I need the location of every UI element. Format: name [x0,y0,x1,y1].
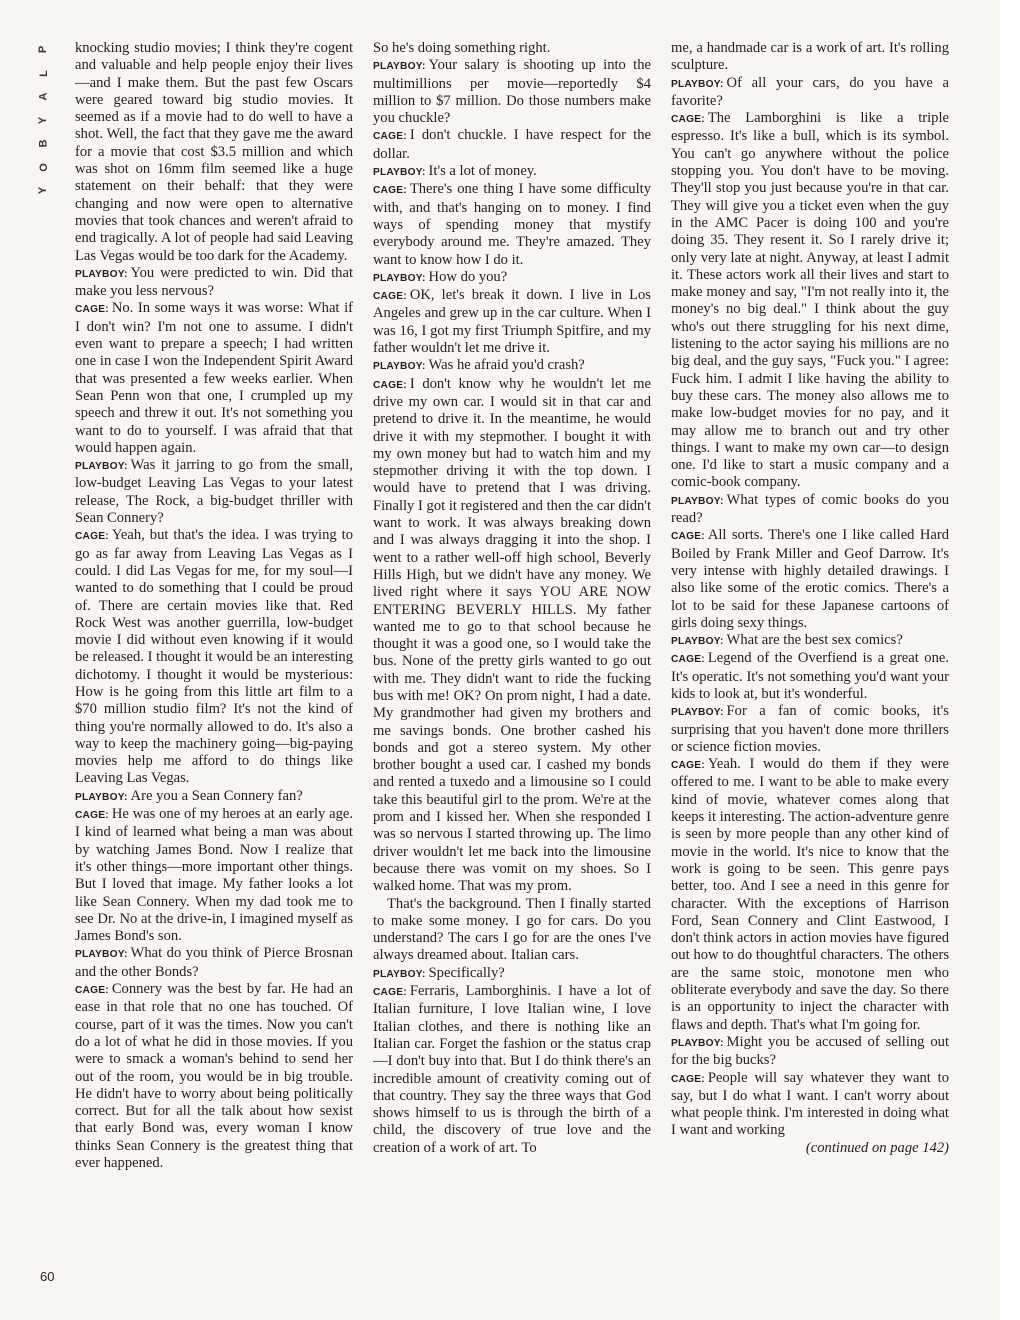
paragraph-text: Your salary is shooting up into the multimillions per movie—reportedly $4 million to $7 million. Do those numbers make you chuckle? [373,57,651,127]
speaker-label: CAGE: [373,379,407,391]
article-column-1 [75,40,353,1290]
speaker-label: PLAYBOY: [75,461,128,473]
paragraph-text: I don't know why he wouldn't let me drive my own car. I would sit in that car and pretend to drive it. In the meantime, he would drive it with my stepmother. I bought it with my own money but had to watch him and my stepmother driving it with the top down. I would have to pretend that I was driving. Finally I got it registered and then the car didn't want to work. It was always breaking down and I was always dragging it into the shop. I went to a rather well-off high school, Beverly Hills High, but we didn't have any money. We lived right where it says YOU ARE NOW ENTERING BEVERLY HILLS. My father wanted me to go to that school because he thought it was a good one, so I would take the bus. None of the pretty girls wanted to go out with me. They didn't want to ride the fucking bus with me! OK? On prom night, I had a date. My grandmother had given my brothers and me savings bonds. One brother cashed his bonds and got a stereo system. My other brother bought a used car. I cashed my bonds and rented a tuxedo and a limousine so I could take this beautiful girl to the prom. We're at the prom and I kissed her. When she responded I was so nervous I started throwing up. The limo driver wouldn't let me back into the limousine because there was vomit on my shoes. So I walked home. That was my prom. [373,375,651,895]
speaker-label: CAGE: [75,531,109,543]
article-column-2 [373,40,651,1290]
speaker-label: PLAYBOY: [671,636,724,648]
speaker-label: CAGE: [671,760,705,772]
paragraph-text: It's a lot of money. [428,163,537,180]
speaker-label: CAGE: [75,985,109,997]
paragraph-text: So he's doing something right. [373,40,551,56]
magazine-name-vertical [36,44,52,209]
speaker-label: PLAYBOY: [75,268,128,280]
paragraph-text: Are you a Sean Connery fan? [130,787,303,804]
speaker-label: PLAYBOY: [671,1037,724,1049]
dialogue-paragraph [671,75,949,111]
dialogue-paragraph [373,357,651,375]
paragraph [373,896,651,965]
sidebar-letter: O [37,162,50,172]
sidebar-letter: B [37,139,50,148]
paragraph-text: knocking studio movies; I think they're cogent and valuable and help people enjoy their lives—and I make them. But the past few Oscars were geared toward big studio movies. It seemed as if a movie had to do well to have a shot. Well, the fact that they gave me the award for a movie that cost $3.5 million and which was shot on 16mm film seemed like a huge statement on their behalf: that they were changing and now were open to alternative movies that took chances and weren't afraid to end tragically. A lot of people had said Leaving Las Vegas would be too dark for the Academy. [75,40,353,264]
speaker-label: CAGE: [75,304,109,316]
dialogue-paragraph [75,981,353,1172]
sidebar-letter: A [37,92,50,101]
speaker-label: PLAYBOY: [75,791,128,803]
speaker-label: CAGE: [373,291,407,303]
speaker-label: CAGE: [671,654,705,666]
dialogue-paragraph [373,376,651,896]
dialogue-paragraph [75,457,353,527]
paragraph-text: All sorts. There's one I like called Hard Boiled by Frank Miller and Geof Darrow. It's very intense with highly detailed drawings. I also like some of the erotic comics. There's a lot to be said for these Japanese cartoons of girls doing sexy things. [671,527,949,631]
dialogue-paragraph [671,527,949,632]
speaker-label: CAGE: [75,810,109,822]
paragraph-text: Was he afraid you'd crash? [428,357,585,374]
speaker-label: CAGE: [373,987,407,999]
paragraph-text: I don't chuckle. I have respect for the dollar. [373,127,651,162]
paragraph [373,40,651,57]
speaker-label: PLAYBOY: [671,495,724,507]
sidebar-letter: Y [37,116,50,124]
speaker-label: CAGE: [373,131,407,143]
speaker-label: CAGE: [373,185,407,197]
dialogue-paragraph [373,287,651,357]
speaker-label: PLAYBOY: [373,61,426,73]
paragraph-text: Might you be accused of selling out for the big bucks? [671,1033,949,1069]
paragraph-text: No. In some ways it was worse: What if I don't win? I'm not one to assume. I didn't even want to prepare a speech; I had written one in case I won the Independent Spirit Award that was presented a few weeks earlier. When Sean Penn won that one, I crumpled up my speech and threw it out. It's not something you want to do to yourself. I was afraid that that would happen again. [75,300,353,456]
paragraph-text: That's the background. Then I finally started to make some money. I go for cars. Do you understand? The cars I go for are the ones I've always dreamed about. Italian cars. [373,895,651,964]
paragraph-text: You were predicted to win. Did that make you less nervous? [75,264,353,300]
paragraph-text: For a fan of comic books, it's surprising that you haven't done more thrillers or science fiction movies. [671,703,949,755]
dialogue-paragraph [373,269,651,287]
dialogue-paragraph [671,492,949,528]
speaker-label: PLAYBOY: [373,167,426,179]
speaker-label: PLAYBOY: [75,949,128,961]
continued-note [671,1140,949,1157]
paragraph-text: How do you? [428,268,508,285]
speaker-label: CAGE: [671,1073,705,1085]
dialogue-paragraph [671,756,949,1034]
dialogue-paragraph [373,965,651,983]
paragraph-text: Of all your cars, do you have a favorite? [671,74,949,109]
dialogue-paragraph [373,163,651,181]
paragraph [75,40,353,265]
dialogue-paragraph [671,1070,949,1140]
speaker-label: PLAYBOY: [373,968,426,980]
dialogue-paragraph [671,110,949,492]
dialogue-paragraph [671,1034,949,1070]
dialogue-paragraph [671,632,949,650]
dialogue-paragraph [75,945,353,981]
dialogue-paragraph [373,127,651,163]
article-column-3 [671,40,949,1290]
paragraph-text: Ferraris, Lamborghinis. I have a lot of Italian furniture, I love Italian wine, I love Italian clothes, and there is nothing like an Italian car. Forget the fashion or the status crap—I don't buy into that. But I do think there's an incredible amount of creativity coming out of that country. They say the three ways that God shows himself to us is through the birth of a child, the discovery of true love and the creation of a work of art. To [373,983,651,1156]
sidebar-letter: Y [37,186,50,195]
sidebar-letter: L [37,69,50,77]
paragraph-text: People will say whatever they want to say, but I do what I want. I can't worry about what people think. I'm interested in doing what I want and working [671,1069,949,1139]
dialogue-paragraph [671,650,949,703]
paragraph-text: Connery was the best by far. He had an ease in that role that no one has touched. Of course, part of it was the times. Now you can't do a lot of what he did in those movies. If you were to smack a woman's behind to send her out of the room, you would be in big trouble. He didn't have to worry about being politically correct. But for all the talk about how sexist that early Bond was, every woman I know thinks Sean Connery is the greatest thing that ever happened. [75,981,353,1171]
paragraph-text: He was one of my heroes at an early age. I kind of learned what being a man was about by watching James Bond. Now I realize that it's other things—more important other things. But I loved that image. My father looks a lot like Sean Connery. When my dad took me to see Dr. No at the drive-in, I imagined myself as James Bond's son. [75,806,353,945]
dialogue-paragraph [671,703,949,756]
speaker-label: CAGE: [671,531,705,543]
page-margin [1000,0,1020,1320]
paragraph-text: (continued on page 142) [805,1139,949,1156]
dialogue-paragraph [373,181,651,268]
dialogue-paragraph [75,806,353,945]
speaker-label: CAGE: [671,114,705,126]
paragraph-text: Was it jarring to go from the small, low-budget Leaving Las Vegas to your latest release, The Rock, a big-budget thriller with Sean Connery? [75,457,353,527]
paragraph-text: The Lamborghini is like a triple espresso. It's like a bull, which is its symbol. You can't go anywhere without the police stopping you. You don't have to be moving. They'll stop you just because you're in that car. They will give you a ticket even when the guy in the AMC Pacer is doing 100 and you're doing 35. They resent it. So I rarely drive it; only very late at night. Anyway, at least I admit it. These actors work all their lives and start to make money and say, "I'm not really into it, the money's no big deal." I think about the guy who's out there struggling for his next dime, listening to the actor saying his millions are no big deal, and the guy says, "Fuck you." I agree: Fuck him. I admit I like having the ability to buy these cars. The money also allows me to make low-budget movies for no pay, and it may allow me to branch out and try other things. I want to make my own car—to design one. I'd like to start a music company and a comic-book company. [671,110,949,491]
paragraph-text: What are the best sex comics? [726,632,903,649]
speaker-label: PLAYBOY: [671,78,724,90]
paragraph-text: me, a handmade car is a work of art. It's rolling sculpture. [671,40,949,74]
dialogue-paragraph [373,57,651,127]
speaker-label: PLAYBOY: [373,272,426,284]
dialogue-paragraph [75,527,353,787]
dialogue-paragraph [75,300,353,457]
speaker-label: PLAYBOY: [671,707,724,719]
paragraph-text: Specifically? [428,964,505,981]
paragraph-text: What do you think of Pierce Brosnan and the other Bonds? [75,945,353,980]
dialogue-paragraph [373,983,651,1157]
paragraph-text: Yeah. I would do them if they were offered to me. I want to be able to make every kind of movie, whatever comes along that keeps it interesting. The action-adventure genre is seen by more people than any other kind of movie in the world. It's nice to know that the work is going to be seen. This genre pays better, too. And I see a need in this genre for character. With the exceptions of Harrison Ford, Sean Connery and Clint Eastwood, I don't think actors in action movies have figured out how to do thoughtful characters. The others are the same stoic, monotone men who obliterate everybody and save the day. So there is an opportunity to inject the character with flaws and depth. That's what I'm going for. [671,756,949,1033]
dialogue-paragraph [75,265,353,301]
paragraph [671,40,949,75]
paragraph-text: Legend of the Overfiend is a great one. It's operatic. It's not something you'd want your kids to look at, but it's wonderful. [671,650,949,702]
paragraph-text: Yeah, but that's the idea. I was trying to go as far away from Leaving Las Vegas as I could. I did Las Vegas for me, for my soul—I wanted to do something that I could be proud of. There are certain movies like that. Red Rock West was another guerrilla, low-budget movie I did without even knowing if it would be released. I thought it would be an interesting dichotomy. I thought it would be mysterious: How is he going from this little art film to a $70 million studio film? It's not the kind of thing you're normally allowed to do. It's also a way to keep the machinery going—big-paying movies help me afford to do things like Leaving Las Vegas. [75,527,353,787]
paragraph-text: What types of comic books do you read? [671,491,949,527]
paragraph-text: OK, let's break it down. I live in Los Angeles and grew up in the car culture. When I was 16, I got my first Triumph Spitfire, and my father wouldn't let me drive it. [373,287,651,357]
speaker-label: PLAYBOY: [373,361,426,373]
paragraph-text: There's one thing I have some difficulty with, and that's hanging on to money. I find ways of spending money that mystify everybody around me. They're amazed. They want to know how I do it. [373,181,651,268]
sidebar-letter: P [37,45,50,54]
page-number: 60 [40,1269,55,1284]
dialogue-paragraph [75,788,353,806]
